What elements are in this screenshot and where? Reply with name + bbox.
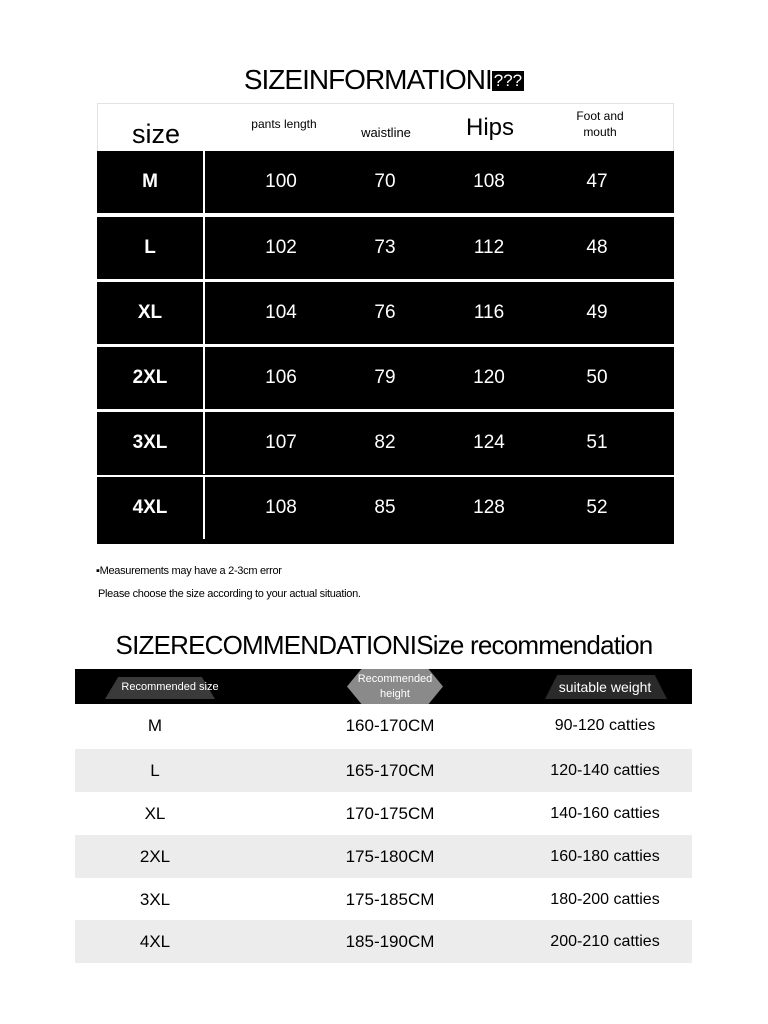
cell-waistline: 73: [374, 237, 396, 258]
cell-foot-mouth: 52: [586, 497, 608, 518]
cell-rec-weight: 120-140 catties: [550, 761, 660, 779]
header-recommended-height: [335, 669, 455, 704]
recommendation-row: [75, 704, 692, 747]
cell-rec-weight: 90-120 catties: [554, 716, 656, 734]
cell-hips: 108: [473, 171, 505, 192]
cell-pants-length: 100: [265, 171, 297, 192]
cell-rec-weight: 180-200 catties: [550, 890, 660, 908]
row-divider: [203, 151, 205, 213]
cell-waistline: 79: [374, 367, 396, 388]
recommendation-row: [75, 878, 692, 921]
row-divider: [203, 217, 205, 279]
size-row: [97, 347, 674, 409]
cell-rec-height: 185-190CM: [345, 931, 435, 951]
cell-pants-length: 107: [265, 432, 297, 453]
recommendation-row: [75, 835, 692, 878]
cell-rec-size: L: [150, 760, 160, 780]
header-height-line1: Recommended: [357, 672, 433, 685]
recommendation-row: [75, 749, 692, 792]
header-pants-length: pants length: [251, 117, 317, 131]
cell-rec-size: M: [147, 715, 163, 735]
size-information-title-text: SIZEINFORMATIONI: [243, 64, 492, 95]
cell-rec-size: XL: [144, 803, 166, 823]
size-table-header: [97, 103, 674, 151]
cell-rec-height: 170-175CM: [345, 803, 435, 823]
cell-hips: 120: [473, 367, 505, 388]
cell-hips: 124: [473, 432, 505, 453]
row-divider: [203, 412, 205, 474]
cell-rec-size: 2XL: [139, 846, 171, 866]
header-suitable-weight: suitable weight: [558, 678, 652, 695]
size-information-title: [0, 62, 768, 98]
cell-rec-size: 4XL: [139, 931, 171, 951]
title-glyph-box: ???: [493, 71, 523, 90]
header-waistline: waistline: [361, 124, 411, 140]
cell-size: 4XL: [132, 497, 168, 518]
cell-size: L: [144, 237, 156, 258]
cell-rec-height: 160-170CM: [345, 715, 435, 735]
recommendation-row: [75, 920, 692, 963]
cell-rec-weight: 140-160 catties: [550, 804, 660, 822]
cell-pants-length: 106: [265, 367, 297, 388]
size-row: [97, 477, 674, 544]
size-row: [97, 282, 674, 344]
cell-size: M: [142, 171, 158, 192]
cell-hips: 116: [473, 302, 505, 323]
cell-hips: 128: [473, 497, 505, 518]
row-divider: [203, 347, 205, 409]
cell-waistline: 85: [374, 497, 396, 518]
cell-rec-height: 175-180CM: [345, 846, 435, 866]
size-row: [97, 412, 674, 475]
row-divider: [203, 282, 205, 344]
cell-foot-mouth: 47: [586, 171, 608, 192]
cell-pants-length: 104: [265, 302, 297, 323]
cell-size: 2XL: [132, 367, 168, 388]
cell-foot-mouth: 51: [586, 432, 608, 453]
cell-rec-weight: 160-180 catties: [550, 847, 660, 865]
cell-waistline: 70: [374, 171, 396, 192]
cell-foot-mouth: 49: [586, 302, 608, 323]
cell-rec-size: 3XL: [139, 889, 171, 909]
recommendation-table-header: [75, 669, 692, 704]
cell-foot-mouth: 50: [586, 367, 608, 388]
size-recommendation-title: SIZERECOMMENDATIONISize recommendation: [115, 630, 653, 660]
cell-rec-height: 175-185CM: [345, 889, 435, 909]
cell-size: XL: [137, 302, 163, 323]
cell-pants-length: 102: [265, 237, 297, 258]
cell-rec-weight: 200-210 catties: [550, 932, 660, 950]
row-divider: [203, 477, 205, 539]
size-row: [97, 217, 674, 279]
cell-rec-height: 165-170CM: [345, 760, 435, 780]
size-row: [97, 151, 674, 213]
header-foot-line1: Foot and: [576, 109, 624, 123]
cell-waistline: 82: [374, 432, 396, 453]
header-hips: Hips: [465, 114, 514, 141]
cell-pants-length: 108: [265, 497, 297, 518]
recommendation-row: [75, 792, 692, 835]
cell-waistline: 76: [374, 302, 396, 323]
header-recommended-size: Recommended size: [121, 680, 219, 693]
header-height-line2: height: [380, 687, 410, 700]
cell-foot-mouth: 48: [586, 237, 608, 258]
header-foot-mouth: [550, 104, 650, 152]
header-foot-line2: mouth: [583, 125, 617, 139]
measurement-error-note: ▪Measurements may have a 2-3cm error: [96, 565, 282, 577]
size-choice-note: Please choose the size according to your actual situation.: [98, 588, 361, 600]
header-size: size: [131, 118, 180, 149]
cell-hips: 112: [473, 237, 505, 258]
cell-size: 3XL: [132, 432, 168, 453]
